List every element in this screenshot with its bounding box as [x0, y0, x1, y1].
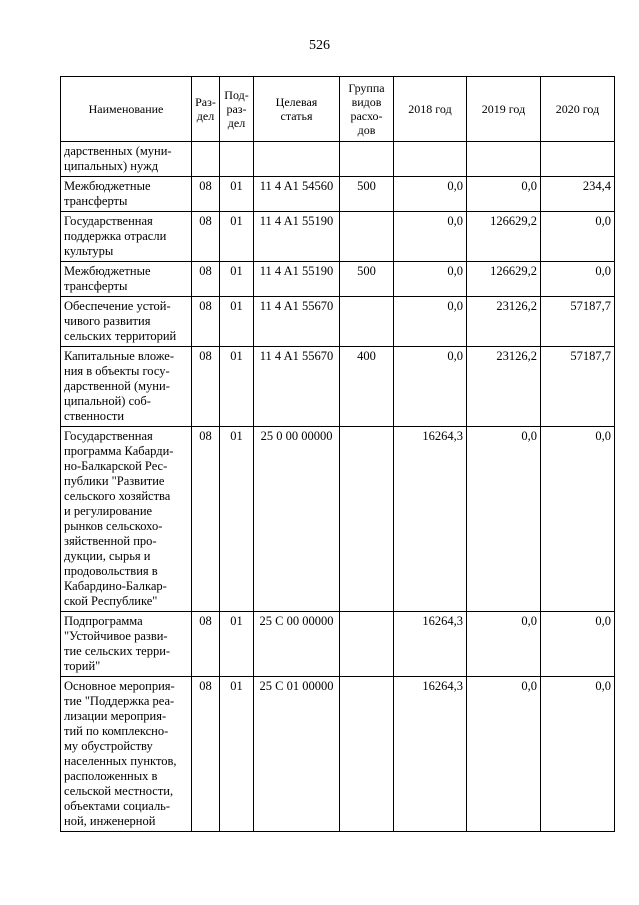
cell-2019: 0,0: [467, 612, 541, 677]
header-name: Наименование: [61, 77, 192, 142]
cell-section: 08: [192, 427, 220, 612]
header-expense-group: Группа видов расхо- дов: [340, 77, 394, 142]
cell-2020: 0,0: [541, 262, 615, 297]
cell-2019: 0,0: [467, 677, 541, 832]
cell-2018: [394, 142, 467, 177]
cell-2019: 23126,2: [467, 347, 541, 427]
cell-subsection: 01: [220, 297, 254, 347]
table-row: [61, 427, 615, 612]
header-2018: 2018 год: [394, 77, 467, 142]
cell-target: 11 4 A1 55190: [254, 262, 340, 297]
cell-section: 08: [192, 677, 220, 832]
header-2019: 2019 год: [467, 77, 541, 142]
table-row: [61, 142, 615, 177]
cell-section: 08: [192, 612, 220, 677]
table-row: [61, 677, 615, 832]
cell-section: 08: [192, 262, 220, 297]
cell-target: 11 4 A1 55670: [254, 347, 340, 427]
cell-2019: 0,0: [467, 427, 541, 612]
cell-2018: 0,0: [394, 177, 467, 212]
cell-expense-group: [340, 142, 394, 177]
cell-expense-group: 400: [340, 347, 394, 427]
cell-2019: 126629,2: [467, 212, 541, 262]
cell-subsection: 01: [220, 427, 254, 612]
cell-2019: [467, 142, 541, 177]
cell-expense-group: [340, 212, 394, 262]
cell-subsection: 01: [220, 347, 254, 427]
cell-section: 08: [192, 177, 220, 212]
cell-expense-group: [340, 677, 394, 832]
cell-2019: 126629,2: [467, 262, 541, 297]
cell-name: Капитальные вложе- ния в объекты госу- дарственной (муни- ципальной) соб- ственности: [61, 347, 192, 427]
page-number: 526: [309, 38, 330, 53]
cell-target: 25 C 01 00000: [254, 677, 340, 832]
cell-target: 25 0 00 00000: [254, 427, 340, 612]
cell-2018: 16264,3: [394, 427, 467, 612]
cell-2020: 234,4: [541, 177, 615, 212]
cell-section: 08: [192, 297, 220, 347]
header-subsection: Под- раз- дел: [220, 77, 254, 142]
table-row: [61, 297, 615, 347]
cell-2018: 0,0: [394, 212, 467, 262]
header-target: Целевая статья: [254, 77, 340, 142]
cell-2020: 0,0: [541, 427, 615, 612]
table-row: [61, 177, 615, 212]
cell-subsection: 01: [220, 612, 254, 677]
cell-2018: 0,0: [394, 262, 467, 297]
cell-expense-group: [340, 297, 394, 347]
cell-expense-group: 500: [340, 177, 394, 212]
cell-target: 25 C 00 00000: [254, 612, 340, 677]
table-row: [61, 212, 615, 262]
cell-subsection: 01: [220, 677, 254, 832]
table-row: [61, 347, 615, 427]
cell-name: Обеспечение устой- чивого развития сельских территорий: [61, 297, 192, 347]
cell-2020: 0,0: [541, 612, 615, 677]
cell-2018: 16264,3: [394, 677, 467, 832]
cell-target: 11 4 A1 55190: [254, 212, 340, 262]
cell-section: [192, 142, 220, 177]
cell-expense-group: [340, 612, 394, 677]
cell-2020: 57187,7: [541, 297, 615, 347]
cell-2020: [541, 142, 615, 177]
cell-2019: 0,0: [467, 177, 541, 212]
table-row: [61, 262, 615, 297]
cell-expense-group: 500: [340, 262, 394, 297]
cell-2019: 23126,2: [467, 297, 541, 347]
cell-subsection: 01: [220, 262, 254, 297]
cell-name: Межбюджетные трансферты: [61, 262, 192, 297]
cell-name: Межбюджетные трансферты: [61, 177, 192, 212]
cell-subsection: 01: [220, 177, 254, 212]
cell-name: Подпрограмма "Устойчивое разви- тие сельских терри- торий": [61, 612, 192, 677]
table-row: [61, 612, 615, 677]
cell-expense-group: [340, 427, 394, 612]
header-section: Раз- дел: [192, 77, 220, 142]
cell-target: 11 4 A1 54560: [254, 177, 340, 212]
budget-table: [60, 76, 615, 832]
cell-name: Государственная программа Кабарди- но-Балкарской Рес- публики "Развитие сельского хозяйства и регулирование рынков сельскохо- зяйственной про- дукции, сырья и продовольствия в Кабардино-Балкар- ской Республике": [61, 427, 192, 612]
cell-subsection: 01: [220, 212, 254, 262]
cell-2020: 57187,7: [541, 347, 615, 427]
cell-name: Основное мероприя- тие "Поддержка реа- лизации мероприя- тий по комплексно- му обустройству населенных пунктов, расположенных в сельской местности, объектами социаль- ной, инженерной: [61, 677, 192, 832]
cell-subsection: [220, 142, 254, 177]
cell-section: 08: [192, 212, 220, 262]
cell-target: [254, 142, 340, 177]
cell-2020: 0,0: [541, 677, 615, 832]
cell-section: 08: [192, 347, 220, 427]
table-header-row: [61, 77, 615, 142]
cell-2018: 16264,3: [394, 612, 467, 677]
cell-target: 11 4 A1 55670: [254, 297, 340, 347]
cell-2018: 0,0: [394, 297, 467, 347]
cell-2018: 0,0: [394, 347, 467, 427]
cell-name: дарственных (муни- ципальных) нужд: [61, 142, 192, 177]
cell-name: Государственная поддержка отрасли культуры: [61, 212, 192, 262]
header-2020: 2020 год: [541, 77, 615, 142]
cell-2020: 0,0: [541, 212, 615, 262]
